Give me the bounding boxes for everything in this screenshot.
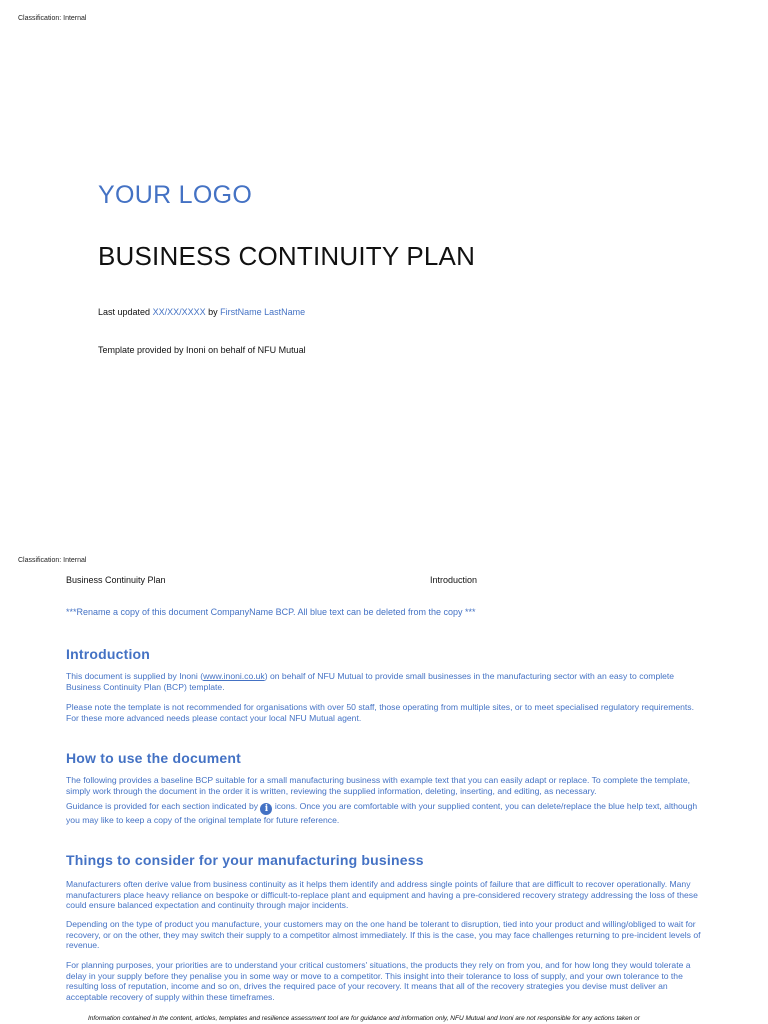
consider-paragraph-2: Depending on the type of product you manufacture, your customers may on the one hand be tolerant to disruption, tied into your product and willing/obliged to wait for recovery, or on the other, they may switch their supply to a competitor almost immediately. If this is the case, you may face challenges returning to pre-incident levels of revenue. [66, 919, 701, 951]
heading-things-to-consider: Things to consider for your manufacturing business [66, 852, 424, 868]
running-header-left: Business Continuity Plan [66, 575, 166, 585]
last-updated-date: XX/XX/XXXX [152, 307, 206, 317]
consider-paragraph-1: Manufacturers often derive value from business continuity as it helps them identify and address single points of failure that are difficult to recover operationally. Many manufacturers place heavy reliance on bespoke or difficult-to-replace plant and equipment and having a pre-considered recovery strategy addressing the loss of these could ensure balanced expectation and continuity through major incidents. [66, 879, 698, 911]
classification-label: Classification: Internal [18, 15, 87, 22]
heading-introduction: Introduction [66, 646, 151, 662]
rename-note: ***Rename a copy of this document CompanyName BCP. All blue text can be deleted from the copy *** [66, 607, 476, 617]
intro-p1-text: This document is supplied by Inoni ( [66, 671, 204, 681]
running-header-right: Introduction [430, 575, 478, 585]
last-updated-line [98, 307, 305, 317]
intro-paragraph-1 [66, 671, 706, 692]
how-to-use-paragraph-2 [66, 801, 706, 826]
how-to-use-p2-text: Guidance is provided for each section indicated by [66, 801, 259, 811]
info-icon: i [260, 803, 272, 815]
how-to-use-paragraph-1: The following provides a baseline BCP suitable for a small manufacturing business with example text that you can easily adapt or replace. To complete the template, simply work through the document in the order it is written, reviewing the supplied information, deleting, inserting, and editing, as necessary. [66, 775, 691, 796]
consider-paragraph-3: For planning purposes, your priorities are to understand your critical customers' situations, the products they rely on from you, and for how long they would tolerate a delay in your supply before they penalise you in some way or move to a competitor. This insight into their tolerance to loss of supply, and your own tolerance to the resulting loss of reputation, income and so on, drives the required pace of your recovery. It means that all of the recovery strategies you devise must deliver an acceptable recovery of supply within these timeframes. [66, 960, 691, 1002]
author-name: FirstName LastName [220, 307, 306, 317]
heading-how-to-use: How to use the document [66, 750, 241, 766]
last-updated-label: Last updated [98, 307, 151, 317]
template-provided-by: Template provided by Inoni on behalf of NFU Mutual [98, 345, 306, 355]
classification-label-page2: Classification: Internal [18, 557, 87, 564]
inoni-website-link[interactable]: www.inoni.co.uk [203, 671, 265, 681]
intro-paragraph-2: Please note the template is not recommended for organisations with over 50 staff, those operating from multiple sites, or to meet specialised regulatory requirements. For these more advanced needs please contact your local NFU Mutual agent. [66, 702, 694, 723]
intro-p1-text-after: ) on behalf of NFU Mutual to provide small businesses in the manufacturing sector with an easy to complete Business Continuity Plan (BCP) template. [66, 671, 675, 692]
document-title: BUSINESS CONTINUITY PLAN [98, 241, 476, 271]
footer-disclaimer: Information contained in the content, articles, templates and resilience assessment tool are for guidance and information only, NFU Mutual and Inoni are not responsible for any actions taken or [88, 1015, 640, 1022]
by-label: by [208, 307, 218, 317]
how-to-use-p2-text-after: icons. Once you are comfortable with your supplied content, you can delete/replace the blue help text, although you may like to keep a copy of the original template for future reference. [66, 801, 698, 825]
logo-placeholder: YOUR LOGO [98, 181, 253, 209]
